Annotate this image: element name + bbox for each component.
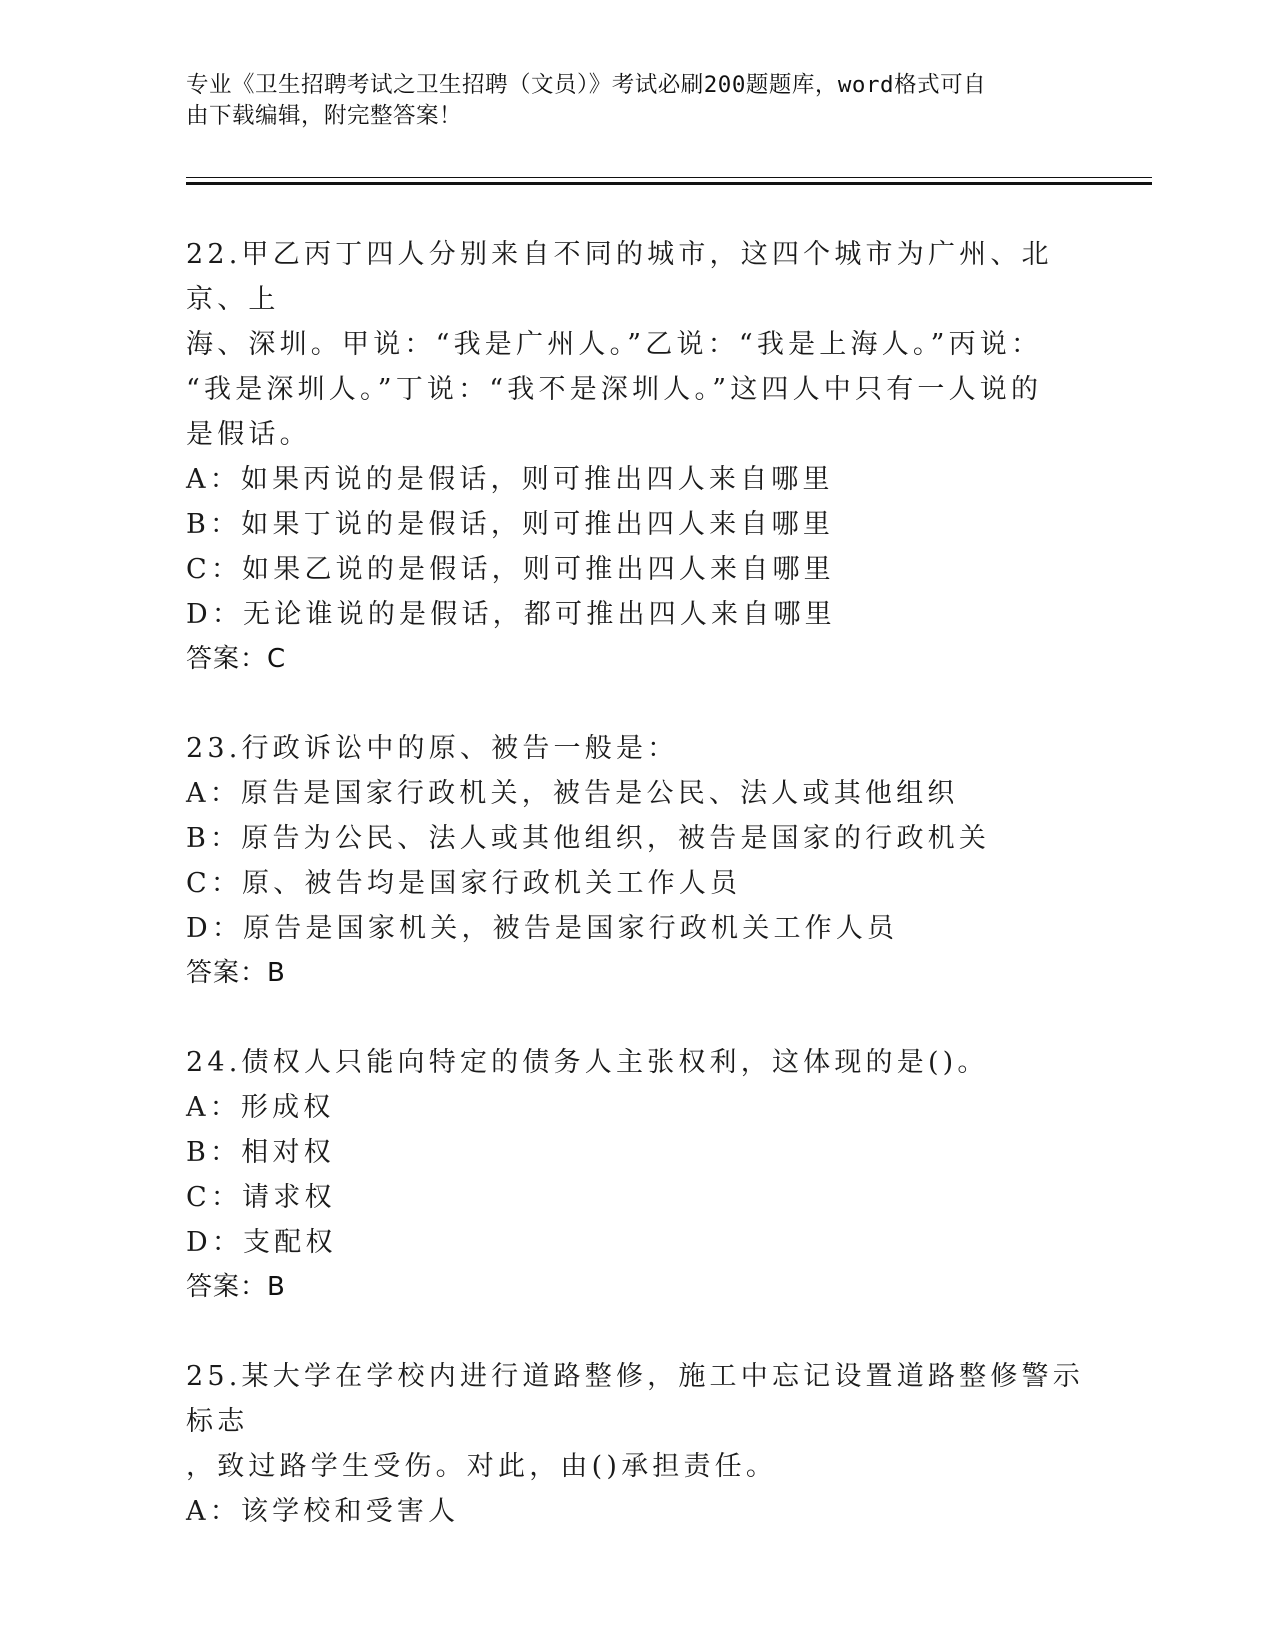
question-stem-line: 24.债权人只能向特定的债务人主张权利，这体现的是()。 [186,1047,989,1078]
option-b: B：相对权 [186,1137,335,1168]
question-23 [186,726,1086,996]
header-line-1: 专业《卫生招聘考试之卫生招聘（文员）》考试必刷200题题库，word格式可自 [186,72,987,98]
question-stem-line: 是假话。 [186,419,311,450]
question-stem-line: 25.某大学在学校内进行道路整修，施工中忘记设置道路整修警示标志 [186,1361,1084,1437]
question-stem-line: 22.甲乙丙丁四人分别来自不同的城市，这四个城市为广州、北京、上 [186,239,1053,315]
option-b: B：原告为公民、法人或其他组织，被告是国家的行政机关 [186,823,991,854]
option-a: A：原告是国家行政机关，被告是公民、法人或其他组织 [186,778,959,809]
answer-line: 答案：C [186,644,287,674]
question-24 [186,1040,1086,1310]
question-25 [186,1354,1086,1534]
question-stem-line: 23.行政诉讼中的原、被告一般是： [186,733,679,764]
header-divider-thin [186,177,1152,178]
option-d: D：原告是国家机关，被告是国家行政机关工作人员 [186,913,899,944]
answer-line: 答案：B [186,1272,286,1302]
question-22 [186,232,1086,682]
option-d: D：支配权 [186,1227,337,1258]
option-a: A：形成权 [186,1092,335,1123]
option-b: B：如果丁说的是假话，则可推出四人来自哪里 [186,509,835,540]
header-line-2: 由下载编辑，附完整答案！ [186,103,463,129]
document-header [186,70,1066,132]
question-stem-line: 海、深圳。甲说：“我是广州人。”乙说：“我是上海人。”丙说： [186,329,1043,360]
question-list [186,232,1086,1578]
option-c: C：如果乙说的是假话，则可推出四人来自哪里 [186,554,835,585]
option-c: C：原、被告均是国家行政机关工作人员 [186,868,742,899]
question-stem-line: “我是深圳人。”丁说：“我不是深圳人。”这四人中只有一人说的 [186,374,1043,405]
answer-line: 答案：B [186,958,286,988]
option-d: D：无论谁说的是假话，都可推出四人来自哪里 [186,599,836,630]
header-divider-thick [186,182,1152,185]
question-stem-line: ，致过路学生受伤。对此，由()承担责任。 [186,1451,778,1482]
option-a: A：该学校和受害人 [186,1496,460,1527]
option-c: C：请求权 [186,1182,336,1213]
option-a: A：如果丙说的是假话，则可推出四人来自哪里 [186,464,834,495]
